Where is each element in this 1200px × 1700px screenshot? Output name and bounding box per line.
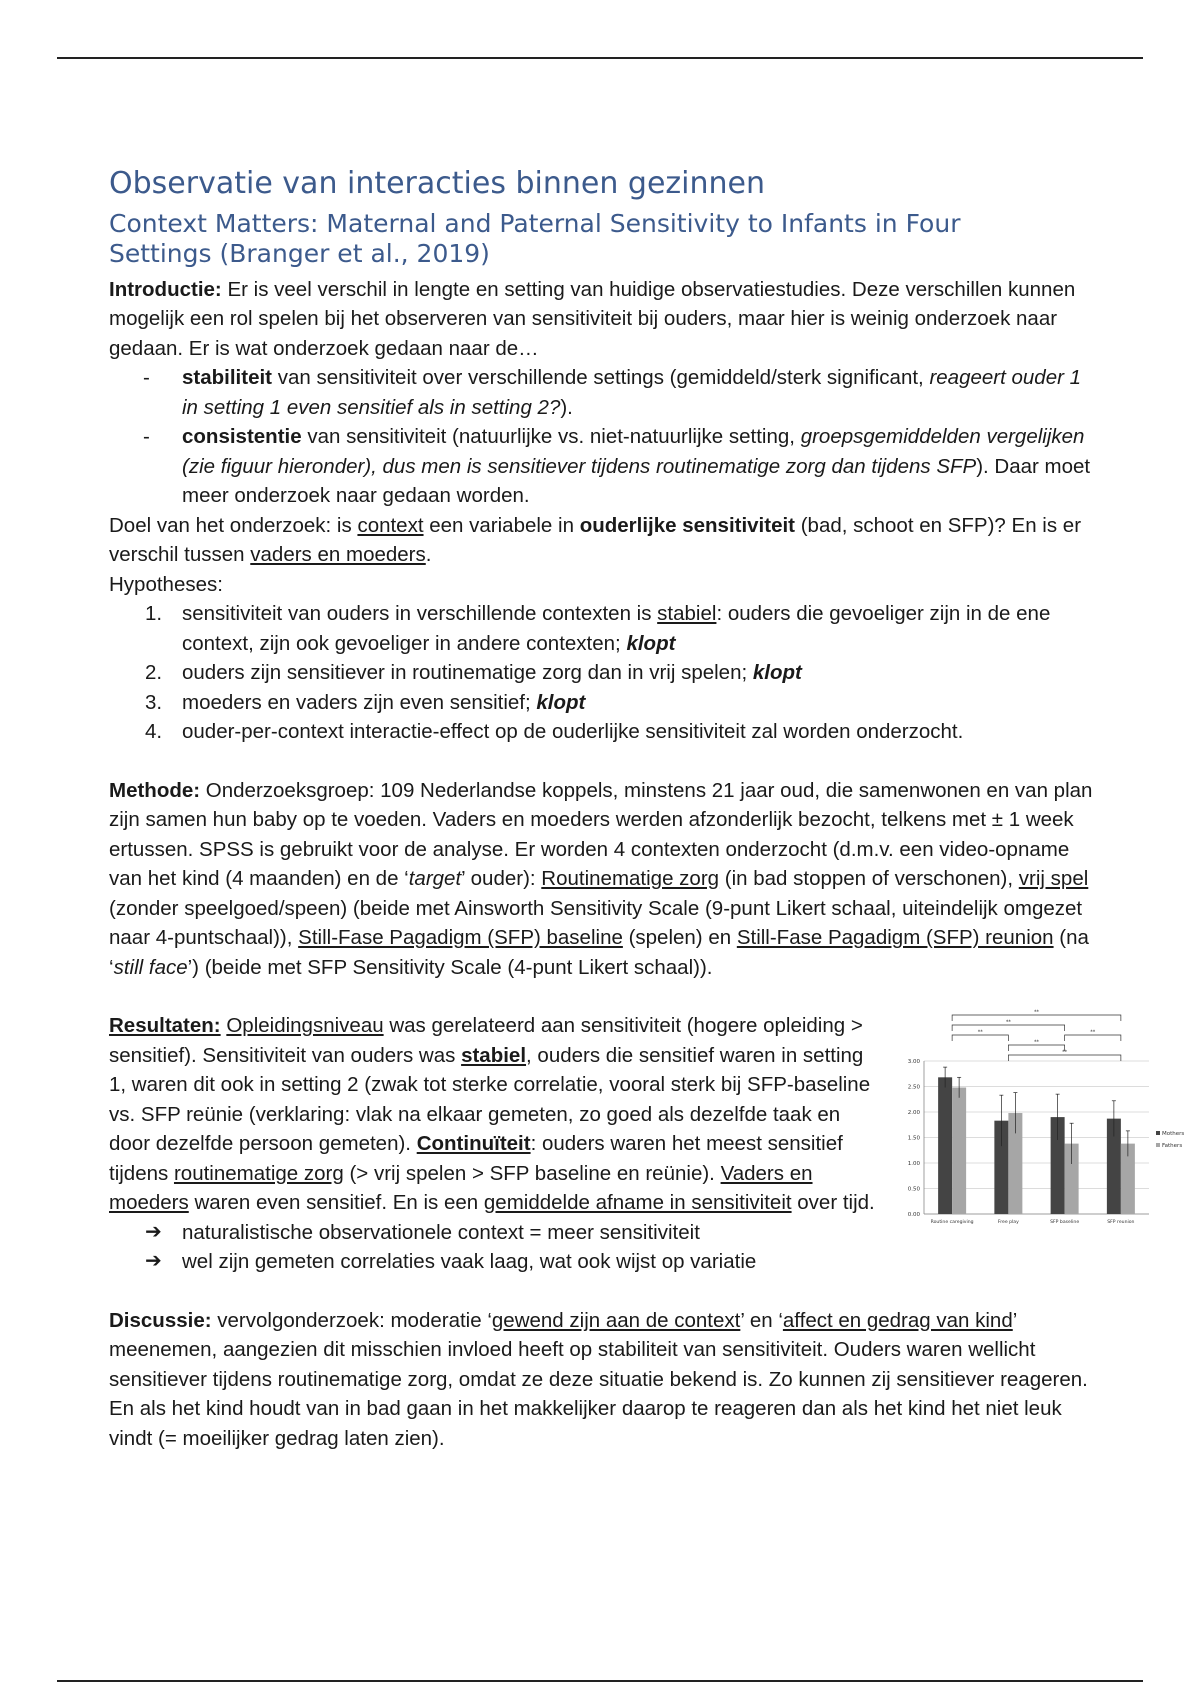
dash-marker: - xyxy=(143,366,150,389)
arrow-icon: ➔ xyxy=(145,1250,162,1272)
bar-mothers xyxy=(938,1077,952,1214)
discussie-paragraph: Discussie: vervolgonderzoek: moderatie ‘gewend zijn aan de context’ en ‘affect en gedrag van kind’ meenemen, aangezien dit misschien invloed heeft op stabiliteit van sensitiviteit. Ouders waren wellicht sensitiever tijdens routinematige zorg, omdat ze deze situatie bekend is. Zo kunnen zij sensitiever reageren. En als het kind houdt van in bad gaan in het makkelijker daarop te reageren dan als het kind het niet leuk vindt (= moeilijker gedrag laten zien). xyxy=(109,1308,1088,1450)
significance-label: ** xyxy=(1090,1029,1096,1036)
intro-paragraph: Introductie: Er is veel verschil in lengte en setting van huidige observatiestudies. Deze verschillen kunnen mogelijk een rol spelen bij het observeren van sensitiviteit bij ouders, maar hier is weinig onderzoek naar gedaan. Er is wat onderzoek gedaan naar de… xyxy=(109,277,1076,360)
significance-label: ** xyxy=(1034,1039,1039,1046)
significance-bracket xyxy=(1008,1055,1121,1061)
significance-label: ** xyxy=(1034,1009,1039,1016)
x-tick-label: Free play xyxy=(997,1220,1019,1225)
list-item: - consistentie van sensitiviteit (natuurlijke vs. niet-natuurlijke setting, groepsgemiddelden vergelijken (zie figuur hieronder), dus men is sensitiever tijdens routinematige zorg dan tijdens SFP). Daar moet meer onderzoek naar gedaan worden. xyxy=(109,422,1094,511)
list-item: ➔ wel zijn gemeten correlaties vaak laag, wat ook wijst op variatie xyxy=(109,1247,1094,1277)
y-tick-label: 1.50 xyxy=(907,1135,920,1142)
significance-label: ** xyxy=(977,1029,983,1036)
document-page xyxy=(109,165,1185,1453)
methode-paragraph: Methode: Onderzoeksgroep: 109 Nederlandse koppels, minstens 21 jaar oud, die samenwonen en van plan zijn samen hun baby op te voeden. Vaders en moeders werden afzonderlijk bezocht, telkens met ± 1 week ertussen. SPSS is gebruikt voor de analyse. Er worden 4 contexten onderzocht (d.m.v. een video-opname van het kind (4 maanden) en de ‘target’ ouder): Routinematige zorg (in bad stoppen of verschonen), vrij spel (zonder speelgoed/speen) (beide met Ainsworth Sensitivity Scale (9-punt Likert schaal, uiteindelijk omgezet naar 4-puntschaal)), Still-Fase Pagadigm (SFP) baseline (spelen) en Still-Fase Pagadigm (SFP) reunion (na ‘still face’) (beide met SFP Sensitivity Scale (4-punt Likert schaal)). xyxy=(109,778,1093,979)
significance-bracket xyxy=(952,1035,1008,1041)
doel-paragraph: Doel van het onderzoek: is context een variabele in ouderlijke sensitiviteit (bad, schoot en SFP)? En is er verschil tussen vaders en moeders. xyxy=(109,513,1082,566)
hypotheses-label: Hypotheses: xyxy=(109,572,223,596)
list-item: 2. ouders zijn sensitiever in routinematige zorg dan in vrij spelen; klopt xyxy=(145,661,802,684)
intro-bullets xyxy=(109,363,1094,511)
x-tick-label: Routine caregiving xyxy=(930,1220,974,1225)
list-item: 3. moeders en vaders zijn even sensitief; klopt xyxy=(145,690,586,714)
y-tick-label: 0.00 xyxy=(907,1212,920,1218)
significance-label: ** xyxy=(1062,1049,1068,1056)
footer-rule xyxy=(57,1680,1143,1682)
x-tick-label: SFP baseline xyxy=(1050,1220,1080,1225)
y-tick-label: 1.00 xyxy=(907,1161,920,1167)
article-subtitle: Context Matters: Maternal and Paternal Sensitivity to Infants in Four Settings (Branger et al., 2019) xyxy=(109,208,961,268)
significance-bracket xyxy=(1065,1035,1121,1041)
legend-swatch xyxy=(1156,1143,1160,1147)
header-rule xyxy=(57,57,1143,59)
intro-label: Introductie: xyxy=(109,277,222,301)
x-tick-label: SFP reunion xyxy=(1107,1220,1135,1225)
results-section xyxy=(109,1009,1185,1277)
list-item: 4. ouder-per-context interactie-effect op de ouderlijke sensitiviteit zal worden onderzocht. xyxy=(145,720,964,743)
significance-bracket xyxy=(1008,1045,1064,1051)
hypotheses-list xyxy=(109,599,1094,747)
dash-marker: - xyxy=(143,425,150,448)
resultaten-paragraph: Resultaten: Opleidingsniveau was gerelateerd aan sensitiviteit (hogere opleiding > sensitief). Sensitiviteit van ouders was stabiel, ouders die sensitief waren in setting 1, waren dit ook in setting 2 (zwak tot sterke correlatie, vooral sterk bij SFP-baseline vs. SFP reünie (verklaring: vlak na elkaar gemeten, zo goed als dezelfde taak en door dezelfde persoon gemeten). Continuïteit: ouders waren het meest sensitief tijdens routinematige zorg (> vrij spelen > SFP baseline en reünie). Vaders en moeders waren even sensitief. En is een gemiddelde afname in sensitiviteit over tijd. xyxy=(109,1014,875,1214)
y-tick-label: 2.50 xyxy=(907,1084,920,1091)
arrow-icon: ➔ xyxy=(145,1220,162,1243)
y-tick-label: 0.50 xyxy=(907,1186,920,1193)
discussie-label: Discussie: xyxy=(109,1308,212,1332)
list-item: 1. sensitiviteit van ouders in verschillende contexten is stabiel: ouders die gevoeliger zijn in de ene context, zijn ook gevoeliger in andere contexten; klopt xyxy=(145,602,1051,655)
list-item: - stabiliteit van sensitiviteit over verschillende settings (gemiddeld/sterk significant, reageert ouder 1 in setting 1 even sensitief als in setting 2?). xyxy=(109,363,1094,422)
significance-bracket xyxy=(952,1025,1065,1031)
significance-label: ** xyxy=(1005,1019,1011,1026)
page-title: Observatie van interacties binnen gezinnen xyxy=(109,166,765,201)
legend-label: Fathers xyxy=(1162,1143,1183,1149)
significance-bracket xyxy=(952,1015,1121,1021)
legend-swatch xyxy=(1156,1131,1160,1135)
legend-label: Mothers xyxy=(1162,1131,1185,1137)
list-item: ➔ naturalistische observationele context = meer sensitiviteit xyxy=(109,1218,1094,1248)
y-tick-label: 3.00 xyxy=(907,1059,920,1065)
methode-label: Methode: xyxy=(109,778,201,802)
y-tick-label: 2.00 xyxy=(907,1110,920,1116)
resultaten-label: Resultaten: xyxy=(109,1014,221,1037)
bar-fathers xyxy=(952,1088,966,1214)
sensitivity-bar-chart xyxy=(894,1001,1199,1231)
